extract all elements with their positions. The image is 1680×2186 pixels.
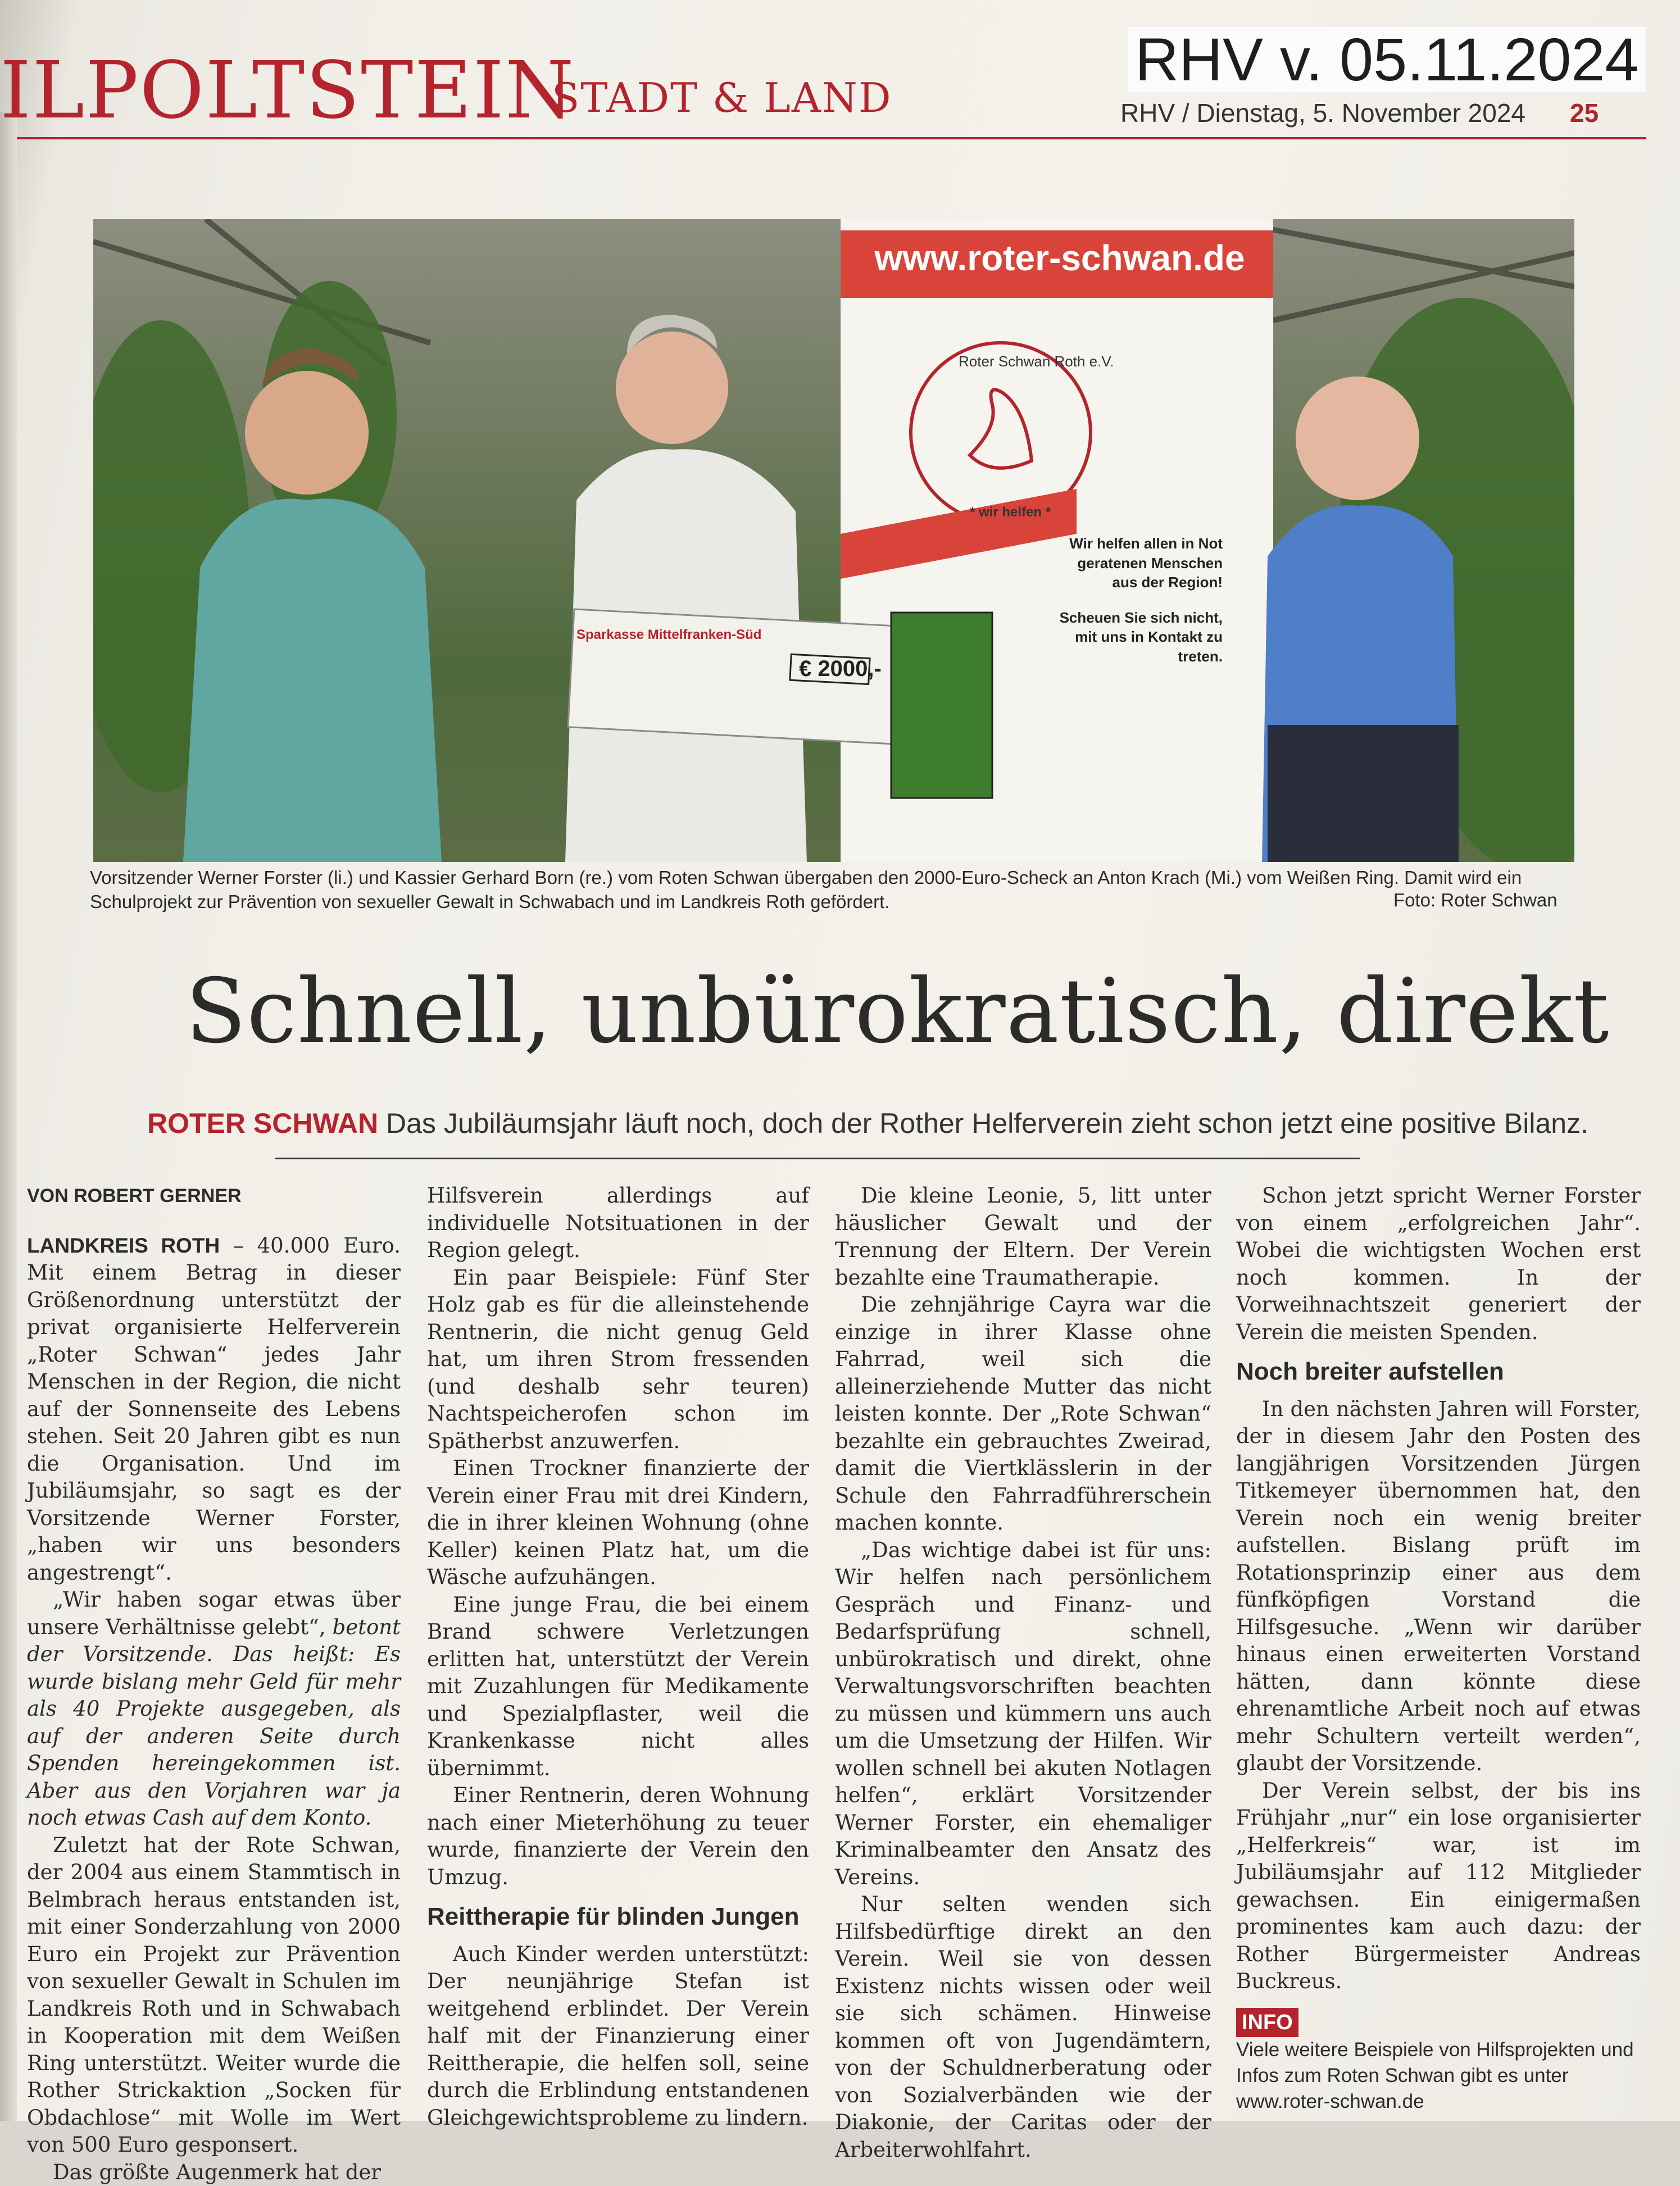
- article-column-3: [835, 1182, 1211, 2164]
- paragraph: Hilfsverein allerdings auf individuelle Notsituationen in der Region gelegt.: [427, 1182, 809, 1264]
- paragraph: Einer Rentnerin, deren Wohnung nach einer Mieterhöhung zu teuer wurde, finanzierte der Verein den Umzug.: [427, 1782, 809, 1891]
- banner-url: www.roter-schwan.de: [846, 237, 1273, 279]
- dateline: LANDKREIS ROTH: [27, 1234, 220, 1257]
- kicker: ROTER SCHWAN: [147, 1108, 378, 1139]
- article-photo: [93, 219, 1574, 862]
- paragraph: Die zehnjährige Cayra war die einzige in ihrer Klasse ohne Fahrrad, weil sich die alleinerziehende Mutter das nicht leisten konnte. Der „Rote Schwan“ bezahlte ein gebrauchtes Zweirad, damit die Viertklässlerin in der Schule den Fahrradführerschein machen konnte.: [835, 1291, 1211, 1537]
- banner-text-help: Wir helfen allen in Not geratenen Menschen aus der Region!: [1048, 534, 1223, 592]
- subheadline-line: [147, 1107, 1588, 1140]
- photo-illustration: [93, 219, 1574, 862]
- info-text: Viele weitere Beispiele von Hilfsprojekten und Infos zum Roten Schwan gibt es unter www.roter-schwan.de: [1236, 2037, 1641, 2115]
- seal-name: Roter Schwan Roth e.V.: [959, 353, 1114, 370]
- info-box: [1236, 1995, 1641, 2038]
- article-column-2: [427, 1182, 809, 2131]
- paragraph: Ein paar Beispiele: Fünf Ster Holz gab es für die alleinstehende Rentnerin, die nicht genug Geld hat, um ihren Strom fressenden (und deshalb sehr teuren) Nachtspeicherofen schon im Spätherbst anzuwerfen.: [427, 1264, 809, 1455]
- issue-dateline: RHV / Dienstag, 5. November 2024: [1120, 100, 1525, 126]
- headline: Schnell, unbürokratisch, direkt: [185, 965, 1610, 1059]
- photo-credit: Foto: Roter Schwan: [1393, 890, 1558, 911]
- banner-text-contact: Scheuen Sie sich nicht, mit uns in Kontakt zu treten.: [1048, 608, 1223, 666]
- cheque-amount: € 2000,-: [799, 656, 882, 682]
- paragraph: Die kleine Leonie, 5, litt unter häuslicher Gewalt und der Trennung der Eltern. Der Verein bezahlte eine Traumatherapie.: [835, 1182, 1211, 1291]
- paragraph-text: „Wir haben sogar etwas über unsere Verhältnisse gelebt“,: [27, 1588, 401, 1639]
- masthead-section: STADT & LAND: [552, 78, 892, 118]
- paragraph: In den nächsten Jahren will Forster, der in diesem Jahr den Posten des langjährigen Vorsitzenden Jürgen Titkemeyer übernommen hat, den Verein noch ein wenig breiter aufstellen. Bislang prüft im Rotationsprinzip einer aus dem fünfköpfigen Vorstand die Hilfsgesuche. „Wenn wir darüber hinaus einen erweiterten Vorstand hätten, dann könnte diese ehrenamtliche Arbeit noch auf etwas mehr Schultern verteilt werden“, glaubt der Vorsitzende.: [1236, 1396, 1641, 1777]
- article-column-4: [1236, 1182, 1641, 2115]
- paragraph-text: betont der Vorsitzende. Das heißt: Es wurde bislang mehr Geld für mehr als 40 Projekte ausgegeben, als auf der anderen Seite durch Spenden hereingekommen ist. Aber aus den Vorjahren war ja noch etwas Cash auf dem Konto.: [27, 1615, 401, 1830]
- paragraph: Einen Trockner finanzierte der Verein einer Frau mit drei Kindern, die in ihrer kleinen Wohnung (ohne Keller) keinen Platz hat, um die Wäsche aufzuhängen.: [427, 1455, 809, 1591]
- photo-caption: Vorsitzender Werner Forster (li.) und Kassier Gerhard Born (re.) vom Roten Schwan übergaben den 2000-Euro-Scheck an Anton Krach (Mi.) vom Weißen Ring. Damit wird ein Schulprojekt zur Prävention von sexueller Gewalt in Schwabach und im Landkreis Roth gefördert.: [90, 865, 1579, 914]
- subhead: Reittherapie für blinden Jungen: [427, 1902, 809, 1932]
- subheadline: Das Jubiläumsjahr läuft noch, doch der Rother Helferverein zieht schon jetzt eine positive Bilanz.: [386, 1108, 1588, 1139]
- paragraph: Der Verein selbst, der bis ins Frühjahr „nur“ ein lose organisierter „Helferkreis“ war, ist im Jubiläumsjahr auf 112 Mitglieder gewachsen. Ein einigermaßen prominentes kam auch dazu: der Rother Bürgermeister Andreas Buckreus.: [1236, 1777, 1641, 1995]
- page-number: 25: [1570, 100, 1599, 126]
- banner-copy: [1048, 534, 1223, 682]
- paragraph: [27, 1232, 401, 1587]
- paragraph: Schon jetzt spricht Werner Forster von einem „erfolgreichen Jahr“. Wobei die wichtigsten Wochen erst noch kommen. In der Vorweihnachtszeit generiert der Verein die meisten Spenden.: [1236, 1182, 1641, 1346]
- paragraph: Zuletzt hat der Rote Schwan, der 2004 aus einem Stammtisch in Belmbrach heraus entstanden ist, mit einer Sonderzahlung von 2000 Euro ein Projekt zur Prävention von sexueller Gewalt in Schulen im Landkreis Roth und in Schwabach in Kooperation mit dem Weißen Ring unterstützt. Weiter wurde die Rother Strickaktion „Socken für Obdachlose“ mit Wolle im Wert von 500 Euro gesponsert.: [27, 1832, 401, 2159]
- book-prop: [891, 613, 992, 798]
- paragraph: Nur selten wenden sich Hilfsbedürftige direkt an den Verein. Weil sie von dessen Existenz nichts wissen oder weil sie sich schämen. Hinweise kommen oft von Jugendämtern, von der Schuldnerberatung oder von Sozialverbänden wie der Diakonie, der Caritas oder der Arbeiterwohlfahrt.: [835, 1891, 1211, 2164]
- subhead: Noch breiter aufstellen: [1236, 1357, 1641, 1387]
- byline: VON ROBERT GERNER: [27, 1182, 401, 1210]
- info-badge: INFO: [1236, 2008, 1298, 2038]
- masthead-rule: [17, 137, 1646, 139]
- headline-rule: [275, 1158, 1360, 1159]
- masthead-title: ILPOLTSTEIN: [0, 52, 575, 130]
- paragraph: Eine junge Frau, die bei einem Brand schwere Verletzungen erlitten hat, unterstützt der Verein mit Zuzahlungen für Medikamente und Spezialpflaster, weil die Krankenkasse nicht alles übernimmt.: [427, 1591, 809, 1783]
- paragraph: „Das wichtige dabei ist für uns: Wir helfen nach persönlichem Gespräch und Finanz- und Bedarfsprüfung schnell, unbürokratisch und direkt, ohne Verwaltungsvorschriften beachten zu müssen und kümmern uns auch um die Umsetzung der Hilfen. Wir wollen schnell bei akuten Notlagen helfen“, erklärt Vorsitzender Werner Forster, ein ehemaliger Kriminalbeamter den Ansatz des Vereins.: [835, 1537, 1211, 1892]
- person-anton-krach: [565, 315, 807, 862]
- cheque-bank: Sparkasse Mittelfranken-Süd: [576, 627, 761, 643]
- article-column-1: [27, 1182, 401, 2186]
- paragraph: Das größte Augenmerk hat der: [27, 2159, 401, 2186]
- paragraph: [27, 1586, 401, 1832]
- seal-motto: * wir helfen *: [970, 505, 1051, 520]
- paragraph-text: – 40.000 Euro. Mit einem Betrag in dieser Größenordnung unterstützt der privat organisierte Helferverein „Roter Schwan“ jedes Jahr Menschen in der Region, die nicht auf der Sonnenseite des Lebens stehen. Seit 20 Jahren gibt es nun die Organisation. Und im Jubiläumsjahr, so sagt es der Vorsitzende Werner Forster, „haben wir uns besonders angestrengt“.: [27, 1233, 401, 1585]
- date-stamp: RHV v. 05.11.2024: [1128, 27, 1646, 92]
- paragraph: Auch Kinder werden unterstützt: Der neunjährige Stefan ist weitgehend erblindet. Der Verein half mit der Finanzierung einer Reittherapie, die helfen soll, seine durch die Erblindung entstandenen Gleichgewichtsprobleme zu lindern.: [427, 1941, 809, 2132]
- page-fold-shadow: [0, 112, 17, 2121]
